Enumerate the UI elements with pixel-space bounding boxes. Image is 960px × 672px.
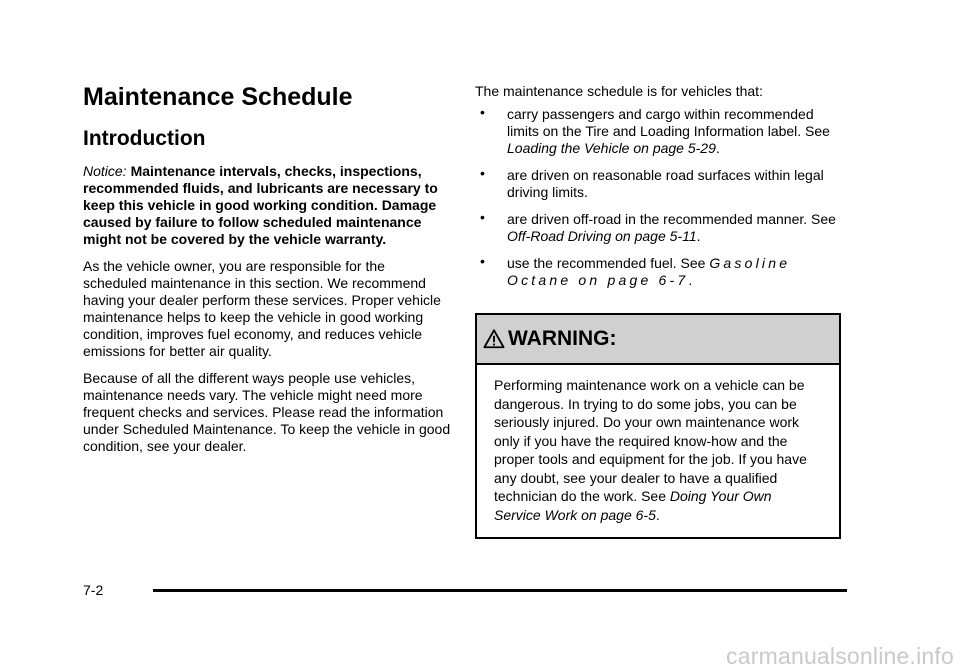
warning-box [475,313,841,539]
maintenance-needs-paragraph: Because of all the different ways people use vehicles, maintenance needs vary. The vehicle might need more frequent checks and services. Please read the information under Scheduled Maintenance. To keep the vehicle in good condition, see your dealer. [83,370,451,454]
list-item-text: are driven on reasonable road surfaces within legal driving limits. [507,167,824,200]
left-column [83,82,451,465]
list-item [475,106,843,157]
owner-responsibility-paragraph: As the vehicle owner, you are responsible for the scheduled maintenance in this section. We recommend having your dealer perform these services. Proper vehicle maintenance helps to keep the vehicle in good working condition, improves fuel economy, and reduces vehicle emissions for better air quality. [83,258,441,359]
warning-triangle-icon [483,328,505,350]
bullet-icon: • [480,165,485,181]
list-item-text: use the recommended fuel. See [507,255,710,271]
schedule-intro: The maintenance schedule is for vehicles that: [475,83,763,99]
list-item-text: are driven off-road in the recommended manner. See [507,211,836,227]
page-reference: Off-Road Driving on page 5-11 [507,228,697,244]
list-item-tail: . [715,140,720,156]
warning-tail: . [655,506,660,523]
warning-text: Performing maintenance work on a vehicle can be dangerous. In trying to do some jobs, you can be seriously injured. Do your own maintenance work only if you have the required know-how and the proper tools and equipment for the job. If you have any doubt, see your dealer to have a qualified technician do the work. See [494,377,807,504]
list-item-text: carry passengers and cargo within recommended limits on the Tire and Loading Information label. See [507,106,830,139]
page-number: 7-2 [83,582,104,598]
right-column [475,82,843,539]
list-item-tail: . [696,228,701,244]
warning-header [477,315,839,365]
list-item [475,211,843,245]
page-reference: Loading the Vehicle on page 5-29 [507,140,716,156]
footer-rule [153,589,847,592]
page-title: Maintenance Schedule [83,83,353,111]
bullet-icon: • [480,253,485,269]
bullet-icon: • [480,209,485,225]
vehicle-conditions-list [475,106,843,289]
section-heading: Introduction [83,127,206,150]
list-item [475,255,843,289]
page-reference: Doing Your Own Service Work on page 6-5 [494,488,772,523]
notice-text: Maintenance intervals, checks, inspections, recommended fluids, and lubricants are necessary to keep this vehicle in good working condition. Damage caused by failure to follow scheduled maintenance might not be covered by the vehicle warranty. [83,163,438,247]
bullet-icon: • [480,104,485,120]
warning-body [477,365,839,537]
list-item [475,167,843,201]
warning-title: WARNING: [508,327,617,350]
watermark: carmanualsonline.info [726,643,954,669]
notice-paragraph [83,163,451,248]
page-reference: Gasoline Octane on page 6-7 [507,255,791,288]
notice-label: Notice: [83,163,127,179]
list-item-tail: . [688,272,693,288]
